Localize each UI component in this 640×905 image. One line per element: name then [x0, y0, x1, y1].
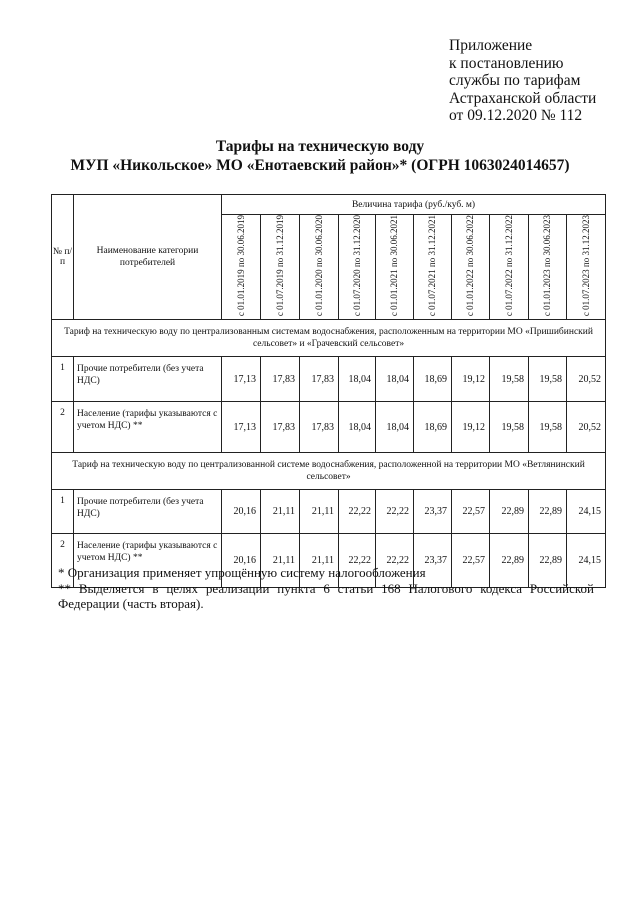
tariff-value: 22,89 [490, 534, 529, 588]
tariff-value: 22,57 [452, 490, 490, 534]
period-label: с 01.07.2023 по 31.12.2023 [580, 215, 591, 317]
footnote-2: ** Выделяется в целях реализации пункта 6 статьи 168 Налогового кодекса Российской Федерации (часть вторая). [58, 580, 594, 611]
period-header [490, 215, 529, 320]
tariff-value: 18,04 [376, 402, 414, 453]
period-header [376, 215, 414, 320]
tariff-value: 18,04 [376, 357, 414, 402]
tariff-value: 19,12 [452, 357, 490, 402]
period-label: с 01.07.2020 по 31.12.2020 [351, 215, 362, 317]
period-header [339, 215, 376, 320]
table-row [52, 402, 606, 453]
tariff-value: 22,57 [452, 534, 490, 588]
table-row [52, 490, 606, 534]
period-label: с 01.07.2022 по 31.12.2022 [503, 215, 514, 317]
tariff-value: 22,22 [376, 490, 414, 534]
tariff-value: 19,58 [490, 402, 529, 453]
period-label: с 01.01.2021 по 30.06.2021 [389, 215, 399, 317]
tariff-value: 21,11 [300, 534, 339, 588]
period-label: с 01.07.2019 по 31.12.2019 [274, 215, 285, 317]
tariff-value: 17,83 [300, 402, 339, 453]
header-num: № п/п [52, 195, 74, 320]
period-label: с 01.07.2021 по 31.12.2021 [427, 215, 437, 317]
tariff-value: 21,11 [300, 490, 339, 534]
row-num: 1 [52, 490, 74, 534]
period-header [452, 215, 490, 320]
tariff-value: 20,52 [567, 402, 606, 453]
period-header [300, 215, 339, 320]
title-line-2: МУП «Никольское» МО «Енотаевский район»* (ОГРН 1063024014657) [70, 157, 570, 174]
period-label: с 01.01.2022 по 30.06.2022 [465, 215, 475, 317]
tariff-value: 17,83 [300, 357, 339, 402]
tariff-value: 20,52 [567, 357, 606, 402]
row-name: Прочие потребители (без учета НДС) [74, 357, 222, 402]
appendix-line: Астраханской области [449, 89, 597, 107]
row-num: 2 [52, 534, 74, 588]
row-num: 1 [52, 357, 74, 402]
document-title [0, 137, 640, 175]
tariff-value: 22,89 [490, 490, 529, 534]
period-header [567, 215, 606, 320]
tariff-value: 21,11 [261, 490, 300, 534]
tariff-value: 22,22 [339, 534, 376, 588]
tariff-value: 22,22 [339, 490, 376, 534]
period-header [222, 215, 261, 320]
appendix-line: службы по тарифам [449, 72, 581, 89]
row-name: Население (тарифы указываются с учетом НДС) ** [74, 402, 222, 453]
period-label: с 01.01.2019 по 30.06.2019 [235, 215, 246, 317]
tariff-value: 19,12 [452, 402, 490, 453]
tariff-value: 22,89 [529, 534, 567, 588]
tariff-value: 18,69 [414, 357, 452, 402]
table-row [52, 357, 606, 402]
tariff-table [51, 194, 606, 588]
appendix-line: к постановлению [449, 54, 564, 72]
period-label: с 01.01.2020 по 30.06.2020 [313, 215, 324, 317]
tariff-value: 23,37 [414, 534, 452, 588]
footnotes [58, 565, 594, 612]
tariff-value: 18,69 [414, 402, 452, 453]
tariff-value: 22,22 [376, 534, 414, 588]
period-header [529, 215, 567, 320]
row-name: Прочие потребители (без учета НДС) [74, 490, 222, 534]
tariff-value: 17,13 [222, 357, 261, 402]
section-title: Тариф на техническую воду по централизованной системе водоснабжения, расположенной на территории МО «Ветлянинский сельсовет» [52, 453, 606, 490]
section-row [52, 320, 606, 357]
appendix-line: от 09.12.2020 № 112 [449, 107, 583, 124]
tariff-value: 20,16 [222, 534, 261, 588]
tariff-value: 22,89 [529, 490, 567, 534]
tariff-value: 24,15 [567, 490, 606, 534]
tariff-value: 18,04 [339, 402, 376, 453]
section-title: Тариф на техническую воду по централизованным системам водоснабжения, расположенным на территории МО «Пришибинский сельсовет» и «Грачевский сельсовет» [52, 320, 606, 357]
tariff-value: 17,13 [222, 402, 261, 453]
title-line-1: Тарифы на техническую воду [215, 138, 425, 155]
tariff-value: 17,83 [261, 357, 300, 402]
section-row [52, 453, 606, 490]
tariff-value: 19,58 [529, 402, 567, 453]
tariff-value: 17,83 [261, 402, 300, 453]
tariff-value: 19,58 [490, 357, 529, 402]
header-name: Наименование категории потребителей [74, 195, 222, 320]
tariff-value: 18,04 [339, 357, 376, 402]
tariff-value: 24,15 [567, 534, 606, 588]
tariff-value: 21,11 [261, 534, 300, 588]
appendix-block [449, 37, 634, 125]
footnote-1: * Организация применяет упрощённую систему налогообложения [58, 565, 426, 580]
row-name: Население (тарифы указываются с учетом НДС) ** [74, 534, 222, 588]
period-header [414, 215, 452, 320]
period-header [261, 215, 300, 320]
tariff-value: 23,37 [414, 490, 452, 534]
tariff-value: 19,58 [529, 357, 567, 402]
row-num: 2 [52, 402, 74, 453]
header-value: Величина тарифа (руб./куб. м) [222, 195, 606, 215]
period-label: с 01.01.2023 по 30.06.2023 [542, 215, 552, 317]
appendix-line: Приложение [449, 37, 533, 54]
tariff-value: 20,16 [222, 490, 261, 534]
